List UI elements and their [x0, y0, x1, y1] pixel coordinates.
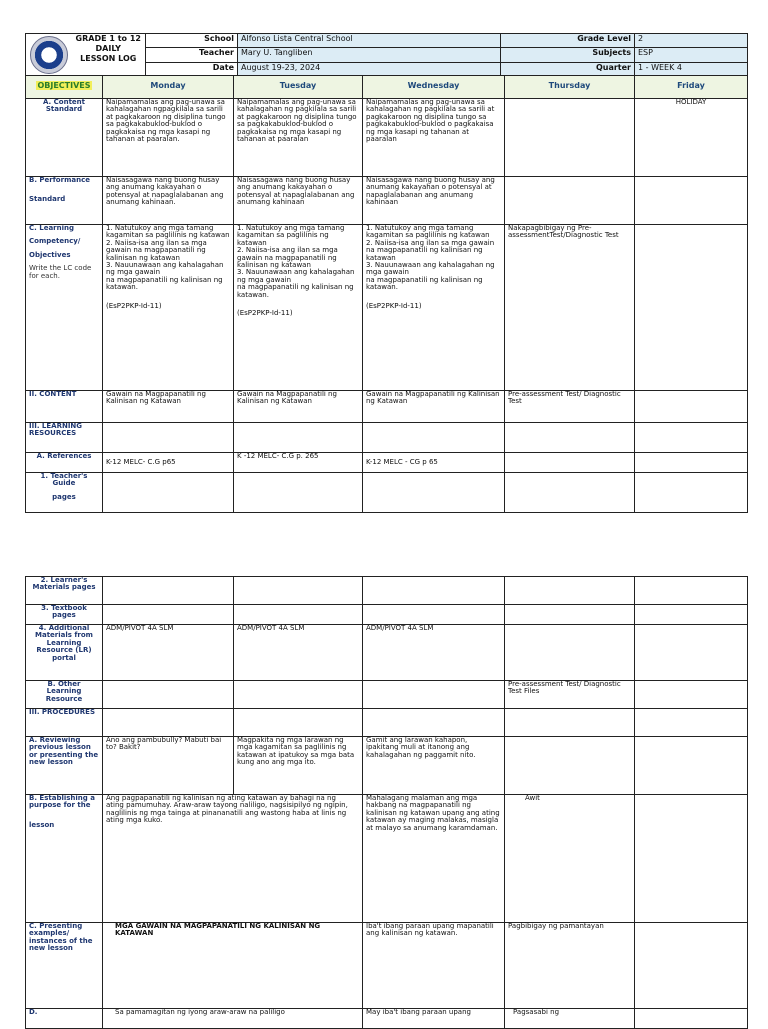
presenting-wednesday: Iba't ibang paraan upang mapanatili ang kalinisan ng katawan. — [363, 923, 505, 1009]
resources-thursday — [505, 423, 635, 453]
date-value: August 19-23, 2024 — [238, 62, 501, 76]
content-standard-wednesday: Naipamamalas ang pag-unawa sa kahalagahan ng pagkilala sa sarili at pagkakaroon ng disiplina tungo sa pagkakabuklod-buklod o pagkakaisa ng mga kasapi ng tahanan at paaralan — [363, 99, 505, 177]
teacher-label: Teacher — [146, 48, 238, 62]
teachers-guide-label-a: 1. Teacher's Guide — [40, 472, 88, 488]
purpose-thursday: Awit — [505, 795, 635, 923]
day-friday: Friday — [635, 76, 748, 99]
guide-wednesday — [363, 473, 505, 513]
grade-label: Grade Level — [501, 34, 635, 48]
lm-thursday — [505, 577, 635, 605]
tb-thursday — [505, 605, 635, 625]
reviewing-label: A. Reviewing previous lesson or presenting the new lesson — [26, 737, 103, 795]
discuss-wednesday: May iba't ibang paraan upang — [363, 1009, 505, 1029]
content-label: II. CONTENT — [26, 391, 103, 423]
learning-resources-label: III. LEARNING RESOURCES — [26, 423, 103, 453]
guide-monday — [103, 473, 234, 513]
proc-wednesday — [363, 709, 505, 737]
quarter-label: Quarter — [501, 62, 635, 76]
competency-code-tuesday: (EsP2PKP-Id-11) — [237, 309, 293, 318]
competency-monday — [103, 225, 234, 391]
seal-icon — [30, 36, 68, 74]
tb-wednesday — [363, 605, 505, 625]
competency-label-a: C. Learning — [29, 224, 74, 232]
date-label: Date — [146, 62, 238, 76]
lesson-log-table-page2 — [25, 576, 748, 1029]
presenting-thursday: Pagbibigay ng pamantayan — [505, 923, 635, 1009]
purpose-label-a: B. Establishing a purpose for the — [29, 794, 95, 810]
references-thursday — [505, 453, 635, 473]
performance-standard-tuesday: Naisasagawa nang buong husay ang anumang kakayahan o potensyal at napaglalabanan ang anumang kahinaan — [234, 177, 363, 225]
day-thursday: Thursday — [505, 76, 635, 99]
competency-label-b: Competency/ — [29, 237, 81, 246]
competency-tuesday — [234, 225, 363, 391]
additional-materials-label: 4. Additional Materials from Learning Resource (LR) portal — [26, 625, 103, 681]
grade-value: 2 — [635, 34, 748, 48]
review-thursday — [505, 737, 635, 795]
discuss-monday-tuesday: Sa pamamagitan ng iyong araw-araw na paliligo — [103, 1009, 363, 1029]
performance-standard-wednesday: Naisasagawa nang buong husay ang anumang kakayahan o potensyal at napaglalabanan ang anumang kahinaan — [363, 177, 505, 225]
presenting-friday — [635, 923, 748, 1009]
guide-tuesday — [234, 473, 363, 513]
proc-monday — [103, 709, 234, 737]
review-wednesday: Gamit ang larawan kahapon, ipakitang muli at itanong ang kahalagahan ng paggamit nito. — [363, 737, 505, 795]
title-line-3: LESSON LOG — [80, 54, 137, 63]
tb-monday — [103, 605, 234, 625]
content-thursday: Pre-assessment Test/ Diagnostic Test — [505, 391, 635, 423]
other-wednesday — [363, 681, 505, 709]
procedures-label: III. PROCEDURES — [26, 709, 103, 737]
performance-label-a: B. Performance — [29, 176, 90, 184]
review-friday — [635, 737, 748, 795]
references-friday — [635, 453, 748, 473]
references-monday: K-12 MELC- C.G p65 — [103, 453, 234, 473]
resources-tuesday — [234, 423, 363, 453]
lm-monday — [103, 577, 234, 605]
objectives-highlight: OBJECTIVES — [37, 81, 91, 90]
competency-code-monday: (EsP2PKP-Id-11) — [106, 301, 162, 310]
subject-label: Subjects — [501, 48, 635, 62]
lm-wednesday — [363, 577, 505, 605]
other-resource-label: B. Other Learning Resource — [26, 681, 103, 709]
references-tuesday: K -12 MELC- C.G p. 265 — [234, 453, 363, 473]
other-tuesday — [234, 681, 363, 709]
proc-thursday — [505, 709, 635, 737]
competency-label-c: Objectives — [29, 250, 71, 259]
competency-text-tuesday: 1. Natutukoy ang mga tamang kagamitan sa paglilinis ng katawan 2. Naiisa-isa ang ilan sa mga gawain na magpapanatili ng kalinisan ng katawan 3. Nauunawaan ang kahalagahan ng mga gawain na magpapanatili ng kalinisan ng katawan. — [237, 224, 355, 299]
content-friday — [635, 391, 748, 423]
additional-friday — [635, 625, 748, 681]
tb-tuesday — [234, 605, 363, 625]
resources-friday — [635, 423, 748, 453]
additional-tuesday: ADM/PIVOT 4A SLM — [234, 625, 363, 681]
textbook-label: 3. Textbook pages — [26, 605, 103, 625]
school-value: Alfonso Lista Central School — [238, 34, 501, 48]
competency-thursday: Nakapagbibigay ng Pre-assessmentTest/Diagnostic Test — [505, 225, 635, 391]
deped-seal-logo — [26, 34, 72, 77]
competency-note: Write the LC code for each. — [29, 264, 92, 280]
purpose-monday-tuesday: Ang pagpapanatili ng kalinisan ng ating katawan ay bahagi na ng ating pamumuhay. Araw-araw tayong naliligo, nagsisipilyo ng ngipin, naglilinis ng mga tainga at pinananatili ang wastong haba at linis ng ating mga kuko. — [103, 795, 363, 923]
content-tuesday: Gawain na Magpapanatili ng Kalinisan ng Katawan — [234, 391, 363, 423]
purpose-wednesday: Mahalagang malaman ang mga hakbang na magpapanatili ng kalinisan ng katawan upang ang ating katawan ay maging malakas, masigla at malayo sa anumang karamdaman. — [363, 795, 505, 923]
title-line-2: DAILY — [95, 44, 121, 53]
teacher-value: Mary U. Tangliben — [238, 48, 501, 62]
performance-standard-label — [26, 177, 103, 225]
other-monday — [103, 681, 234, 709]
lesson-log-table-page1 — [25, 75, 748, 513]
competency-text-monday: 1. Natutukoy ang mga tamang kagamitan sa paglilinis ng katawan 2. Naiisa-isa ang ilan sa mga gawain na magpapanatili ng kalinisan ng katawan 3. Nauunawaan ang kahalagahan ng mga gawain na magpapanatili ng kalinisan ng katawan. — [106, 224, 230, 292]
content-standard-tuesday: Naipamamalas ang pag-unawa sa kahalagahan ng pagkilala sa sarili at pagkakaroon ng disiplina tungo sa pagkakabuklod-buklod o pagkakaisa ng mga kasapi ng tahanan at paaralan — [234, 99, 363, 177]
purpose-friday — [635, 795, 748, 923]
quarter-value: 1 - WEEK 4 — [635, 62, 748, 76]
competency-text-wednesday: 1. Natutukoy ang mga tamang kagamitan sa paglilinis ng katawan 2. Naiisa-isa ang ilan sa mga gawain na magpapanatili ng kalinisan ng katawan 3. Nauunawaan ang kahalagahan ng mga gawain na magpapanatili ng kalinisan ng katawan. — [366, 224, 495, 292]
day-wednesday: Wednesday — [363, 76, 505, 99]
resources-monday — [103, 423, 234, 453]
other-friday — [635, 681, 748, 709]
form-title — [72, 34, 146, 77]
lm-tuesday — [234, 577, 363, 605]
presenting-examples-label: C. Presenting examples/ instances of the new lesson — [26, 923, 103, 1009]
establishing-purpose-label — [26, 795, 103, 923]
content-monday: Gawain na Magpapanatili ng Kalinisan ng Katawan — [103, 391, 234, 423]
resources-wednesday — [363, 423, 505, 453]
purpose-label-b: lesson — [29, 820, 55, 829]
performance-label-b: Standard — [29, 195, 66, 204]
review-tuesday: Magpakita ng mga larawan ng mga kagamitan sa paglilinis ng katawan at ipatukoy sa mga bata kung ano ang mga ito. — [234, 737, 363, 795]
competency-label — [26, 225, 103, 391]
title-line-1: GRADE 1 to 12 — [75, 34, 141, 43]
tb-friday — [635, 605, 748, 625]
objectives-header — [26, 76, 103, 99]
content-standard-label: A. Content Standard — [26, 99, 103, 177]
competency-wednesday — [363, 225, 505, 391]
performance-standard-friday — [635, 177, 748, 225]
proc-friday — [635, 709, 748, 737]
discuss-thursday: Pagsasabi ng — [505, 1009, 635, 1029]
presenting-heading: MGA GAWAIN NA MAGPAPANATILI NG KALINISAN NG KATAWAN — [103, 923, 363, 1009]
discuss-friday — [635, 1009, 748, 1029]
discussing-label: D. — [26, 1009, 103, 1029]
competency-code-wednesday: (EsP2PKP-Id-11) — [366, 301, 422, 310]
content-standard-monday: Naipamamalas ang pag-unawa sa kahalagahan ngpagkilala sa sarili at pagkakaroon ng disiplina tungo sa pagkakabuklod-buklod o pagkakaisa ng mga kasapi ng tahanan at paaralan. — [103, 99, 234, 177]
proc-tuesday — [234, 709, 363, 737]
performance-standard-monday: Naisasagawa nang buong husay ang anumang kakayahan o potensyal at napaglalabanan ang anumang kahinaan. — [103, 177, 234, 225]
subject-value: ESP — [635, 48, 748, 62]
teachers-guide-label-b: pages — [52, 492, 76, 501]
additional-monday: ADM/PIVOT 4A SLM — [103, 625, 234, 681]
references-label: A. References — [26, 453, 103, 473]
performance-standard-thursday — [505, 177, 635, 225]
header-table — [25, 33, 748, 77]
additional-wednesday: ADM/PIVOT 4A SLM — [363, 625, 505, 681]
lm-friday — [635, 577, 748, 605]
day-monday: Monday — [103, 76, 234, 99]
content-wednesday: Gawain na Magpapanatili ng Kalinisan ng Katawan — [363, 391, 505, 423]
references-wednesday: K-12 MELC - CG p 65 — [363, 453, 505, 473]
guide-thursday — [505, 473, 635, 513]
additional-thursday — [505, 625, 635, 681]
other-thursday: Pre-assessment Test/ Diagnostic Test Files — [505, 681, 635, 709]
competency-friday — [635, 225, 748, 391]
content-standard-friday: HOLIDAY — [635, 99, 748, 177]
guide-friday — [635, 473, 748, 513]
teachers-guide-label — [26, 473, 103, 513]
content-standard-thursday — [505, 99, 635, 177]
school-label: School — [146, 34, 238, 48]
learners-materials-label: 2. Learner's Materials pages — [26, 577, 103, 605]
review-monday: Ano ang pambubully? Mabuti bai to? Bakit? — [103, 737, 234, 795]
day-tuesday: Tuesday — [234, 76, 363, 99]
